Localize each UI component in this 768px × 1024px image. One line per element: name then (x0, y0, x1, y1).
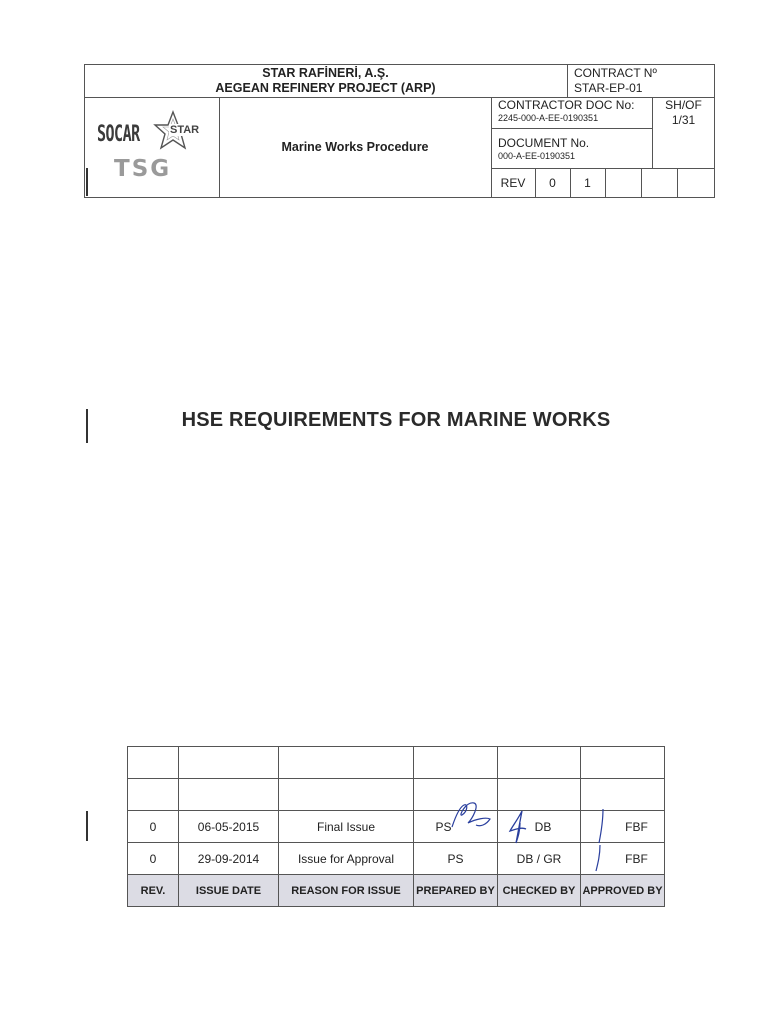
table-row (128, 843, 665, 875)
rev-label: REV (500, 176, 526, 190)
column-header-reason: REASON FOR ISSUE (279, 875, 414, 907)
checked-cell: DB / GR (498, 843, 581, 875)
header-line-under-contractor-doc (491, 128, 652, 129)
revision-change-bar-table (86, 811, 88, 841)
prepared-cell (414, 811, 498, 843)
table-header-row (128, 875, 665, 907)
contractor-doc-value: 2245-000-A-EE-0190351 (498, 113, 599, 123)
approved-cell (581, 843, 665, 875)
document-type: Marine Works Procedure (281, 140, 429, 154)
issue-date-cell (179, 779, 279, 811)
revision-table (127, 746, 665, 907)
rev-value-1: 1 (584, 176, 591, 190)
company-name: STAR RAFİNERİ, A.Ş. (262, 66, 389, 80)
socar-logo-text: SOCAR (97, 120, 140, 147)
logo-margin-mark (86, 168, 88, 196)
project-name: AEGEAN REFINERY PROJECT (ARP) (215, 81, 436, 95)
rev-cell: 0 (128, 843, 179, 875)
table-row (128, 779, 665, 811)
approved-cell (581, 779, 665, 811)
star-logo (153, 110, 209, 154)
issue-date-cell: 29-09-2014 (179, 843, 279, 875)
header-border-top (84, 64, 715, 65)
header-line-above-rev (491, 168, 715, 169)
rev-cell (128, 747, 179, 779)
document-label: DOCUMENT No. (498, 136, 590, 150)
issue-date-cell (179, 747, 279, 779)
column-header-issue-date: ISSUE DATE (179, 875, 279, 907)
column-header-rev: REV. (128, 875, 179, 907)
rev-cell-divider-4 (641, 168, 642, 198)
column-header-prepared: PREPARED BY (414, 875, 498, 907)
contract-value: STAR-EP-01 (574, 81, 643, 95)
contract-label: CONTRACT Nº (574, 66, 657, 80)
socar-logo (97, 117, 149, 157)
approved-signature (591, 843, 607, 873)
sheet-value: 1/31 (671, 113, 696, 127)
approved-initials: FBF (625, 819, 648, 834)
reason-cell (279, 779, 414, 811)
approved-cell (581, 811, 665, 843)
approved-cell (581, 747, 665, 779)
prepared-cell: PS (414, 843, 498, 875)
header-line-company-contract (567, 64, 568, 98)
header-border-right (714, 64, 715, 198)
checked-initials: DB (534, 819, 552, 834)
document-value: 000-A-EE-0190351 (498, 151, 576, 161)
issue-date-cell: 06-05-2015 (179, 811, 279, 843)
approved-initials: FBF (625, 851, 648, 866)
prepared-cell (414, 779, 498, 811)
header-line-under-company (84, 97, 491, 98)
checked-cell (498, 811, 581, 843)
checked-signature (506, 805, 530, 845)
reason-cell: Issue for Approval (279, 843, 414, 875)
prepared-initials: PS (435, 819, 452, 834)
prepared-cell (414, 747, 498, 779)
contractor-doc-label: CONTRACTOR DOC No: (498, 98, 635, 112)
approved-signature (593, 807, 609, 845)
header-border-bottom (84, 197, 715, 198)
rev-value-0: 0 (549, 176, 556, 190)
column-header-checked: CHECKED BY (498, 875, 581, 907)
reason-cell (279, 747, 414, 779)
star-logo-text: STAR (170, 124, 200, 136)
document-title: HSE REQUIREMENTS FOR MARINE WORKS (181, 409, 611, 431)
table-row (128, 811, 665, 843)
sheet-label: SH/OF (665, 98, 702, 112)
column-header-approved: APPROVED BY (581, 875, 665, 907)
reason-cell: Final Issue (279, 811, 414, 843)
checked-cell (498, 779, 581, 811)
rev-cell-divider-3 (605, 168, 606, 198)
checked-cell (498, 747, 581, 779)
table-row (128, 747, 665, 779)
rev-cell: 0 (128, 811, 179, 843)
rev-cell-divider-5 (677, 168, 678, 198)
tsg-logo (114, 157, 192, 181)
tsg-logo-text: TSG (114, 156, 172, 182)
rev-cell (128, 779, 179, 811)
